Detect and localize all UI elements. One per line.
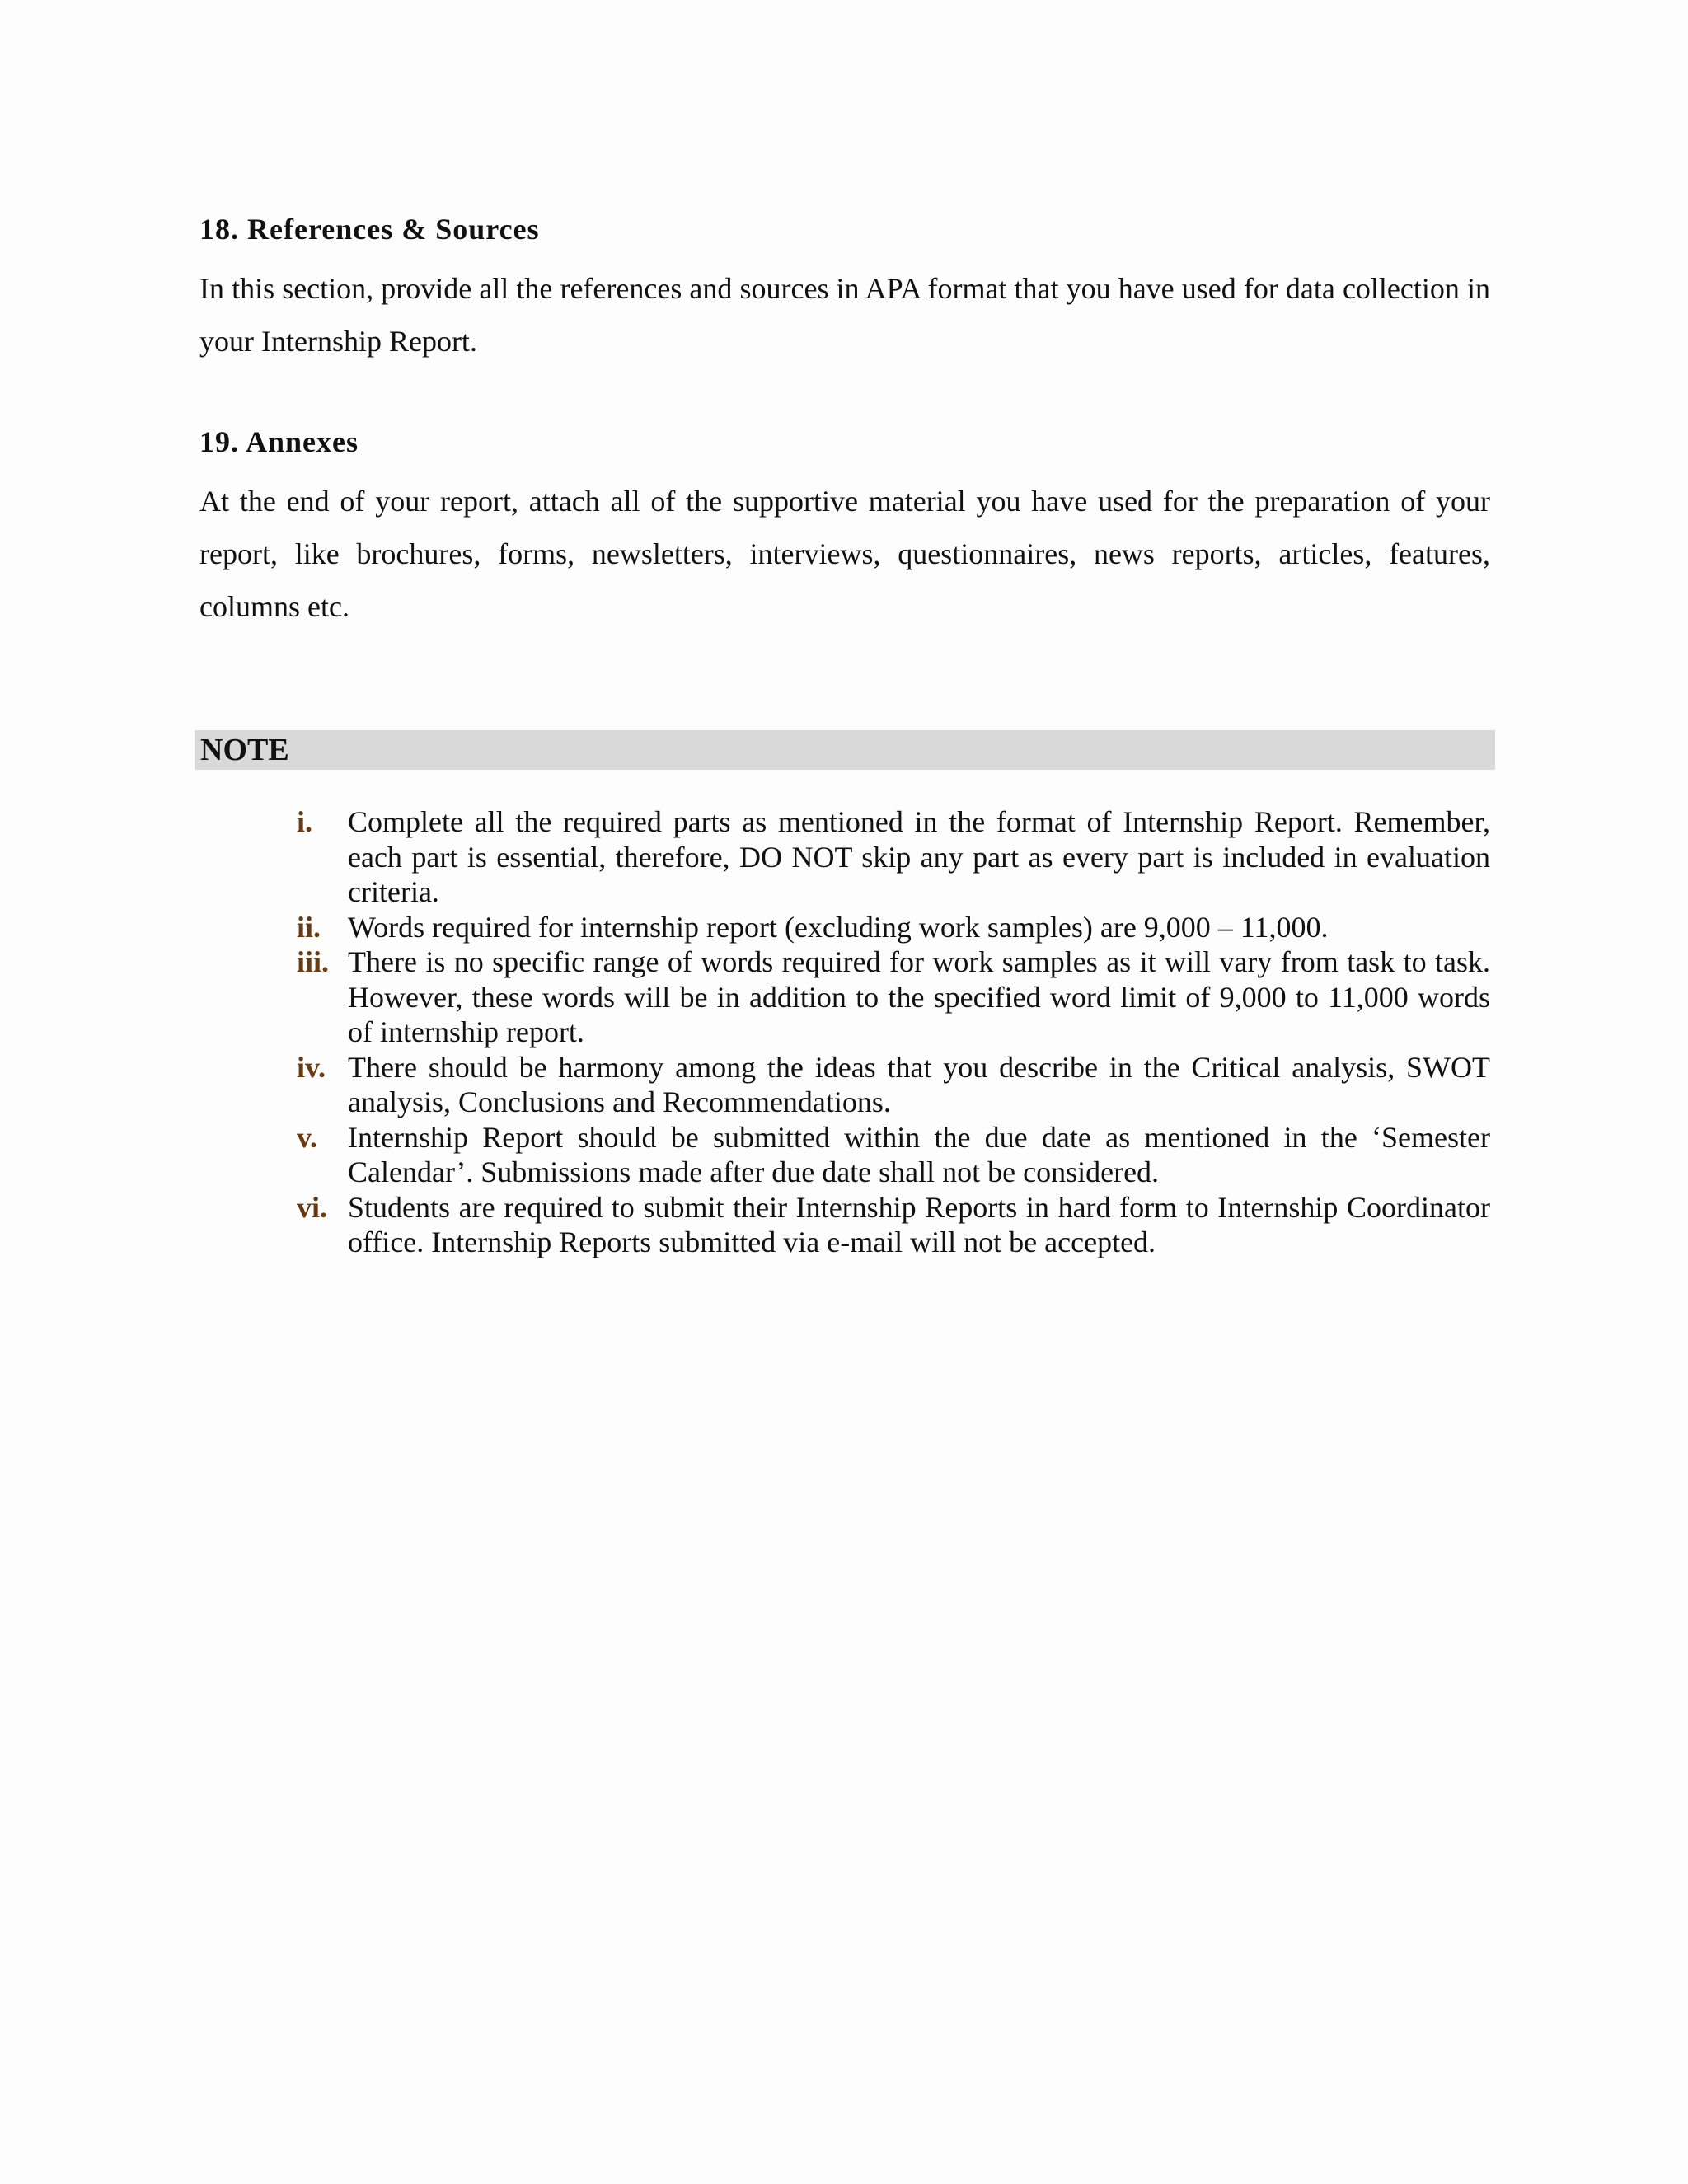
list-marker: iii. — [297, 945, 330, 978]
list-marker: i. — [297, 805, 313, 838]
references-section — [199, 213, 1490, 368]
note-item — [297, 910, 1490, 945]
section-body: At the end of your report, attach all of the supportive material you have used for the preparation of your report, like brochures, forms, newsletters, interviews, questionnaires, news reports, articles, features, columns etc. — [199, 485, 1490, 623]
section-heading: 19. Annexes — [199, 425, 359, 458]
note-title: NOTE — [200, 733, 289, 767]
note-item-text: Words required for internship report (excluding work samples) are 9,000 – 11,000. — [348, 910, 1329, 944]
section-heading: 18. References & Sources — [199, 213, 540, 246]
note-item-text: Internship Report should be submitted within the due date as mentioned in the ‘Semester Calendar’. Submissions made after due date shall not be considered. — [348, 1120, 1490, 1188]
note-item — [297, 804, 1490, 910]
note-item — [297, 1190, 1490, 1260]
note-list — [297, 804, 1490, 1260]
note-item — [297, 944, 1490, 1050]
list-marker: vi. — [297, 1190, 328, 1224]
note-item — [297, 1120, 1490, 1190]
note-item-text: Complete all the required parts as mentioned in the format of Internship Report. Remember, each part is essential, therefore, DO NOT skip any part as every part is included in evaluation criteria. — [348, 805, 1490, 908]
annexes-section — [199, 425, 1490, 633]
note-item-text: There is no specific range of words required for work samples as it will vary from task to task. However, these words will be in addition to the specified word limit of 9,000 to 11,000 words of internship report. — [348, 945, 1490, 1048]
note-item-text: There should be harmony among the ideas that you describe in the Critical analysis, SWOT analysis, Conclusions and Recommendations. — [348, 1050, 1490, 1118]
section-body: In this section, provide all the references and sources in APA format that you have used for data collection in your Internship Report. — [199, 272, 1490, 358]
note-item-text: Students are required to submit their Internship Reports in hard form to Internship Coordinator office. Internship Reports submitted via e-mail will not be accepted. — [348, 1190, 1490, 1258]
list-marker: v. — [297, 1120, 318, 1154]
list-marker: iv. — [297, 1050, 326, 1084]
note-item — [297, 1050, 1490, 1120]
list-marker: ii. — [297, 910, 321, 944]
note-banner — [195, 730, 1495, 770]
